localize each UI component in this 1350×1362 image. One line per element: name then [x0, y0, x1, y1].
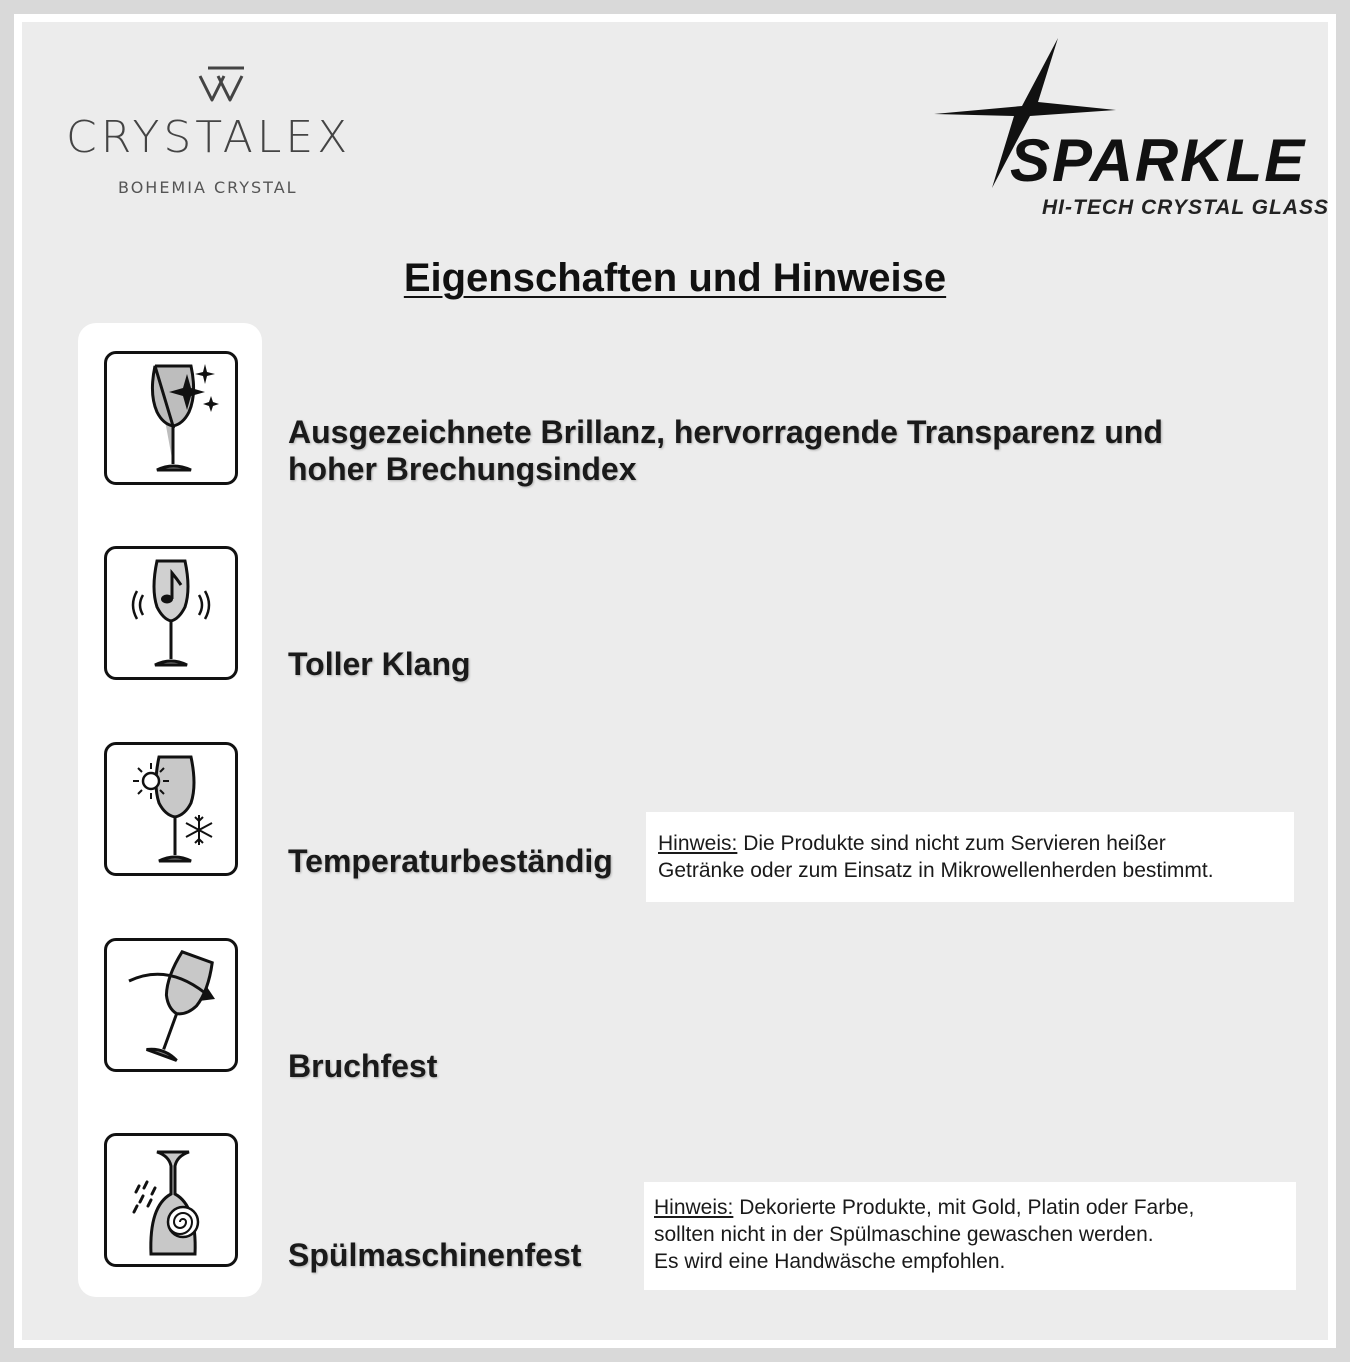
- note-label: Hinweis:: [658, 832, 738, 855]
- page-title: Eigenschaften und Hinweise: [403, 256, 947, 300]
- feature-sound: Toller Klang: [288, 646, 471, 682]
- crystalex-mark-icon: [196, 64, 256, 104]
- note-dishwasher: [644, 1182, 1296, 1290]
- feature-brilliance-line2: hoher Brechungsindex: [288, 451, 637, 487]
- feature-dishwasher: Spülmaschinenfest: [288, 1237, 582, 1273]
- feature-brilliance: [288, 414, 1163, 488]
- note-text-line2: sollten nicht in der Spülmaschine gewaschen werden.: [654, 1223, 1154, 1246]
- feature-break-resistant: Bruchfest: [288, 1048, 438, 1084]
- note-text-line1: Dekorierte Produkte, mit Gold, Platin oder Farbe,: [733, 1196, 1195, 1219]
- crystalex-tagline: BOHEMIA CRYSTAL: [118, 178, 298, 197]
- note-text-line1: Die Produkte sind nicht zum Servieren heißer: [737, 832, 1166, 855]
- sparkle-logo: [930, 36, 1330, 226]
- sound-glass-icon: [104, 546, 238, 680]
- break-resistant-glass-icon: [104, 938, 238, 1072]
- feature-temperature: Temperaturbeständig: [288, 843, 613, 879]
- note-text-line2: Getränke oder zum Einsatz in Mikrowellenherden bestimmt.: [658, 859, 1214, 882]
- dishwasher-glass-icon: [104, 1133, 238, 1267]
- sparkling-glass-icon: [104, 351, 238, 485]
- note-temperature: [646, 812, 1294, 902]
- sparkle-tagline: HI-TECH CRYSTAL GLASS: [1042, 196, 1330, 219]
- crystalex-logo: [66, 60, 386, 200]
- feature-brilliance-line1: Ausgezeichnete Brillanz, hervorragende Transparenz und: [288, 414, 1163, 450]
- note-label: Hinweis:: [654, 1196, 734, 1219]
- crystalex-brand-name: CRYSTALEX: [66, 112, 352, 163]
- sparkle-brand-name: SPARKLE: [1010, 127, 1307, 194]
- note-text-line3: Es wird eine Handwäsche empfohlen.: [654, 1250, 1006, 1273]
- temperature-glass-icon: [104, 742, 238, 876]
